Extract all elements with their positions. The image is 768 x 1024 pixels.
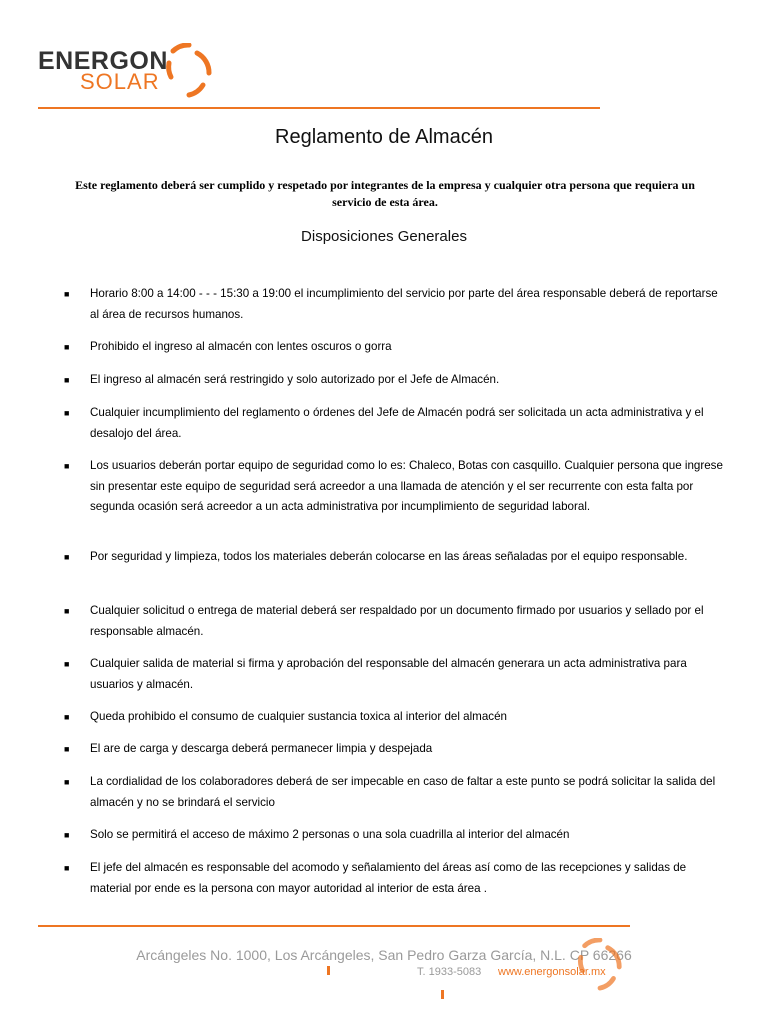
rule-item [64,772,724,813]
rule-text: Cualquier salida de material si firma y aprobación del responsable del almacén generara un acta administrativa para usuarios y almacén. [90,657,687,691]
bullet-icon: ■ [64,289,70,299]
footer-divider [38,925,630,927]
rule-item [64,337,724,358]
bullet-icon: ■ [64,777,70,787]
footer-accent-mark [441,990,444,999]
bullet-icon: ■ [64,659,70,669]
rule-item [64,739,724,760]
rule-item [64,284,724,325]
rule-item [64,370,724,391]
document-intro: Este reglamento deberá ser cumplido y respetado por integrantes de la empresa y cualquier otra persona que requiera un servicio de esta área. [75,178,695,209]
rule-item [64,547,724,568]
rule-text: Prohibido el ingreso al almacén con lentes oscuros o gorra [90,340,392,353]
rule-item [64,858,724,899]
document-title: Reglamento de Almacén [275,126,493,148]
bullet-icon: ■ [64,606,70,616]
bullet-icon: ■ [64,863,70,873]
bullet-icon: ■ [64,408,70,418]
rule-text: El are de carga y descarga deberá permanecer limpia y despejada [90,742,433,755]
rule-text: La cordialidad de los colaboradores deberá de ser impecable en caso de faltar a este punto se podrá solicitar la salida del almacén y no se brindará el servicio [90,775,716,809]
rule-item [64,403,724,444]
rule-text: Los usuarios deberán portar equipo de seguridad como lo es: Chaleco, Botas con casquillo. Cualquier persona que ingrese sin presentar este equipo de seguridad será acreedor a una llamada de atención y el ser recurrente con esta falta por segunda ocasión será acreedor a un acta administrativa por incumplimiento de seguridad laboral. [90,459,723,513]
footer-accent-mark [327,966,330,975]
footer-phone: T. 1933-5083 [417,966,482,978]
energon-sun-icon [575,938,625,992]
logo-wordmark-energon: ENERGON [38,47,168,75]
footer-website-link[interactable]: www.energonsolar.mx [498,966,606,978]
rule-item [64,601,724,642]
rule-text: Por seguridad y limpieza, todos los materiales deberán colocarse en las áreas señaladas por el equipo responsable. [90,550,688,563]
bullet-icon: ■ [64,712,70,722]
bullet-icon: ■ [64,375,70,385]
rule-text: Solo se permitirá el acceso de máximo 2 personas o una sola cuadrilla al interior del almacén [90,828,570,841]
bullet-icon: ■ [64,552,70,562]
bullet-icon: ■ [64,461,70,471]
rule-text: Cualquier incumplimiento del reglamento o órdenes del Jefe de Almacén podrá ser solicitada un acta administrativa y el desalojo del área. [90,406,704,440]
bullet-icon: ■ [64,342,70,352]
logo-wordmark-solar: SOLAR [80,69,160,94]
header-divider [38,107,600,109]
rule-text: Horario 8:00 a 14:00 - - - 15:30 a 19:00 el incumplimiento del servicio por parte del área responsable deberá de reportarse al área de recursos humanos. [90,287,718,321]
rule-item [64,654,724,695]
rule-text: El ingreso al almacén será restringido y solo autorizado por el Jefe de Almacén. [90,373,500,386]
footer-address: Arcángeles No. 1000, Los Arcángeles, San Pedro Garza García, N.L. CP 66266 [136,947,632,963]
rule-text: El jefe del almacén es responsable del acomodo y señalamiento del áreas así como de las recepciones y salidas de material por ende es la persona con mayor autoridad al interior de esta área . [90,861,687,895]
bullet-icon: ■ [64,744,70,754]
rule-item [64,825,724,846]
rule-text: Cualquier solicitud o entrega de material deberá ser respaldado por un documento firmado por usuarios y sellado por el responsable almacén. [90,604,704,638]
energon-sun-icon [163,43,215,99]
company-logo [38,48,218,104]
rule-item [64,707,724,728]
rule-text: Queda prohibido el consumo de cualquier sustancia toxica al interior del almacén [90,710,507,723]
rule-item [64,456,724,518]
section-title: Disposiciones Generales [301,228,467,245]
bullet-icon: ■ [64,830,70,840]
